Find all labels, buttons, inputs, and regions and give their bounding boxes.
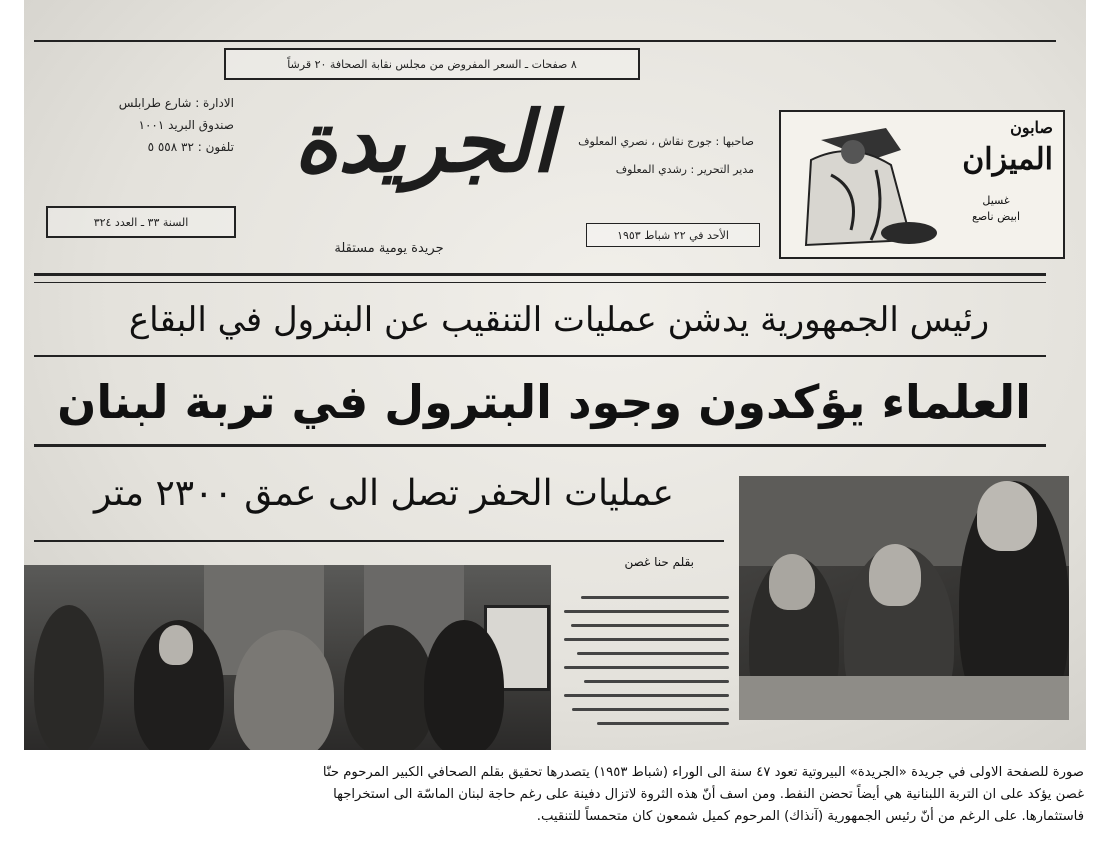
masthead-title: الجريدة bbox=[294, 92, 555, 191]
price-text: ٨ صفحات ـ السعر المفروض من مجلس نقابة الصحافة ٢٠ قرشاً bbox=[287, 57, 577, 71]
headline-main: العلماء يؤكدون وجود البترول في تربة لبنان bbox=[57, 375, 1031, 429]
ad-tag-line2: ابيض ناصع bbox=[971, 210, 1021, 223]
headline-sub: عمليات الحفر تصل الى عمق ٢٣٠٠ متر bbox=[93, 473, 675, 514]
founder-line: صاحبها : جورج نقاش ، نصري المعلوف bbox=[578, 135, 754, 148]
article-byline: بقلم حنا غصن bbox=[624, 555, 694, 569]
person-face bbox=[977, 481, 1037, 551]
photo-caption bbox=[24, 762, 1084, 828]
person bbox=[234, 630, 334, 750]
ad-tag-line1: غسيل bbox=[982, 194, 1010, 207]
ad-soap-shape bbox=[881, 222, 937, 244]
person bbox=[344, 625, 434, 750]
admin-info bbox=[54, 92, 234, 158]
founder-line: مدير التحرير : رشدي المعلوف bbox=[615, 163, 754, 176]
person bbox=[34, 605, 104, 750]
issue-box bbox=[46, 206, 236, 238]
newspaper-photo bbox=[24, 0, 1086, 750]
issue-text: السنة ٣٣ ـ العدد ٣٢٤ bbox=[93, 215, 189, 229]
date-box bbox=[586, 223, 760, 247]
top-rule bbox=[34, 40, 1056, 42]
caption-line: غصن يؤكد على ان التربة اللبنانية هي أيضاً تحضن النفط. ومن اسف أنّ هذه الثروة لاتزال دفينة على رغم حاجة لبنان الماسّة الى استخراجها bbox=[333, 787, 1084, 802]
table bbox=[739, 676, 1069, 720]
person-face bbox=[869, 544, 921, 606]
soap-advertisement bbox=[779, 110, 1065, 259]
person bbox=[424, 620, 504, 750]
masthead-rule-thin bbox=[34, 282, 1046, 283]
date-text: الأحد في ٢٢ شباط ١٩٥٣ bbox=[617, 228, 729, 242]
ad-brand-line1: صابون bbox=[1010, 118, 1053, 137]
admin-line: صندوق البريد ١٠٠١ bbox=[138, 118, 234, 132]
price-box bbox=[224, 48, 640, 80]
masthead-rule bbox=[34, 273, 1046, 276]
admin-line: تلفون : ٣٢ ٥٥٨ ٥ bbox=[147, 140, 234, 154]
person-face bbox=[159, 625, 193, 665]
ad-brand-line2: الميزان bbox=[962, 142, 1053, 177]
admin-line: الادارة : شارع طرابلس bbox=[118, 96, 234, 110]
officials-photo bbox=[739, 476, 1069, 720]
article-text-column bbox=[564, 585, 729, 736]
person-face bbox=[769, 554, 815, 610]
seated-group-photo bbox=[24, 565, 551, 750]
headline-rule bbox=[34, 355, 1046, 357]
main-headline-rule bbox=[34, 444, 1046, 447]
sub-headline-rule bbox=[34, 540, 724, 542]
headline-top: رئيس الجمهورية يدشن عمليات التنقيب عن البترول في البقاع bbox=[128, 300, 990, 340]
masthead-subtitle: جريدة يومية مستقلة bbox=[334, 241, 444, 256]
caption-line: صورة للصفحة الاولى في جريدة «الجريدة» البيروتية تعود ٤٧ سنة الى الوراء (شباط ١٩٥٣) يتصدرها تحقيق بقلم الصحافي الكبير المرحوم حنّا bbox=[322, 765, 1084, 780]
caption-line: فاستثمارها. على الرغم من أنّ رئيس الجمهورية (آنذاك) المرحوم كميل شمعون كان متحمساً للتنقيب. bbox=[536, 809, 1084, 824]
founders-info bbox=[569, 128, 754, 184]
